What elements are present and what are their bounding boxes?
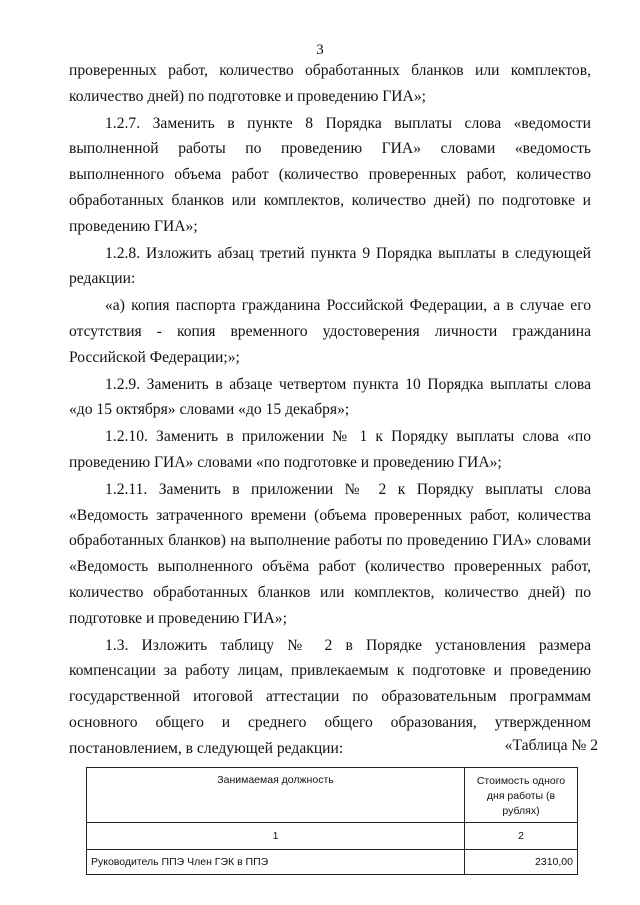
paragraph: 1.2.8. Изложить абзац третий пункта 9 Порядка выплаты в следующей редакции: bbox=[69, 244, 591, 288]
column-number-1: 1 bbox=[87, 823, 465, 850]
paragraph: 1.2.11. Заменить в приложении № 2 к Порядку выплаты слова «Ведомость затраченного времени (объема проверенных работ, количества обработанных бланков) на выполнение работы по проведению ГИА» словами «Ведомость выполненного объёма работ (количество проверенных работ, количество обработанных бланков или комплектов, количество дней) по подготовке и проведению ГИА»; bbox=[69, 480, 591, 627]
table-numbering-row bbox=[87, 823, 578, 850]
header-position: Занимаемая должность bbox=[87, 768, 465, 823]
table-header-row bbox=[87, 768, 578, 823]
table-caption: «Таблица № 2 bbox=[504, 737, 598, 754]
paragraph: 1.2.9. Заменить в абзаце четвертом пункта 10 Порядка выплаты слова «до 15 октября» словами «до 15 декабря»; bbox=[69, 375, 591, 419]
paragraph: 1.2.10. Заменить в приложении № 1 к Порядку выплаты слова «по проведению ГИА» словами «по подготовке и проведению ГИА»; bbox=[69, 428, 591, 471]
compensation-table bbox=[86, 767, 578, 875]
paragraph: 1.2.7. Заменить в пункте 8 Порядка выплаты слова «ведомости выполненной работы по проведению ГИА» словами «ведомость выполненного объема работ (количество проверенных работ, количество обработанных бланков или комплектов, количество дней) по подготовке и проведению ГИА»; bbox=[69, 114, 591, 235]
paragraph: «а) копия паспорта гражданина Российской Федерации, а в случае его отсутствия - копия временного удостоверения личности гражданина Российской Федерации;»; bbox=[69, 297, 591, 366]
paragraph: 1.3. Изложить таблицу № 2 в Порядке установления размера компенсации за работу лицам, привлекаемым к подготовке и проведению государственной итоговой аттестации по образовательным программам основного общего и среднего общего образования, утвержденном постановлением, в следующей редакции: bbox=[69, 636, 591, 757]
column-number-2: 2 bbox=[465, 823, 578, 850]
position-cell: Руководитель ППЭ Член ГЭК в ППЭ bbox=[87, 850, 465, 875]
paragraph: проверенных работ, количество обработанных бланков или комплектов, количество дней) по подготовке и проведению ГИА»; bbox=[69, 62, 591, 105]
table-row bbox=[87, 850, 578, 875]
page-number: 3 bbox=[316, 42, 324, 58]
cost-cell: 2310,00 bbox=[465, 850, 578, 875]
header-cost: Стоимость одного дня работы (в рублях) bbox=[465, 768, 578, 823]
document-body bbox=[69, 58, 591, 763]
